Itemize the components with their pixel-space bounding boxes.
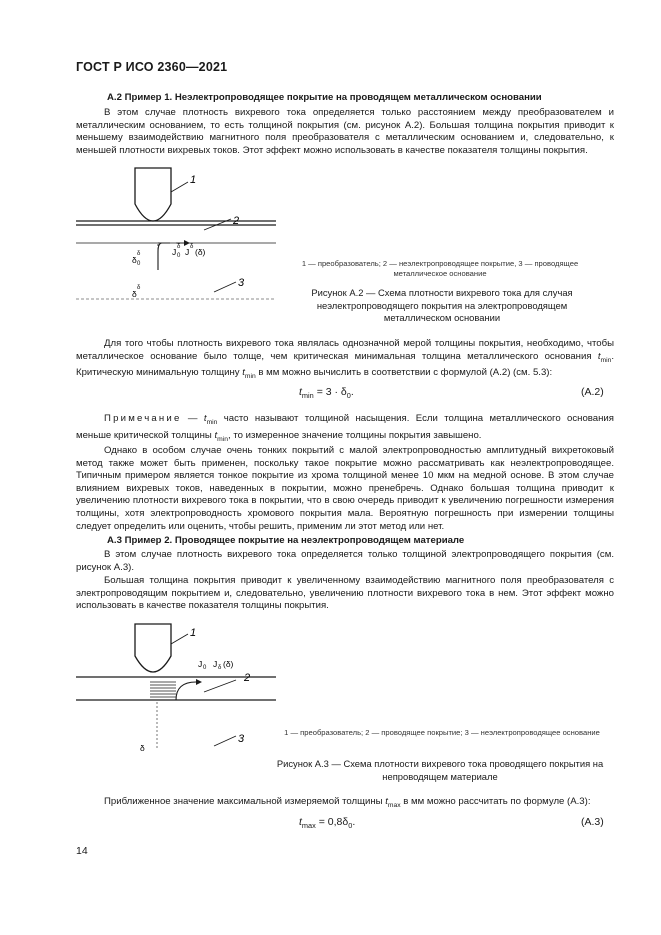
page-number: 14 [76, 845, 88, 857]
formula-a2: $t_{min} = 3 \cdot \delta_0$. [299, 386, 354, 401]
section-a3-heading: А.3 Пример 2. Проводящее покрытие на нeэлектропроводящем материале [107, 535, 465, 546]
label-delta0: δ [132, 255, 137, 265]
label-delta: δ [132, 289, 137, 299]
label-2: 2 [233, 215, 240, 227]
label-3: 3 [238, 733, 245, 745]
note: Примечание — $t_{min}$ часто называют толщиной насыщения. Если толщина металлического основания меньше критической толщины $t_{min}$, то измеренное значение толщины покрытия завышено. [76, 413, 614, 443]
label-jd-sub: δ [218, 665, 222, 671]
label-1: 1 [190, 627, 197, 639]
label-j0: J [198, 659, 203, 669]
label-j0: J [172, 247, 177, 257]
section-a3-paragraph-1: В этом случае плотность вихревого тока определяется только толщиной электропроводящего покрытия (см. рисунок А.3). [76, 549, 614, 573]
figure-a3-caption: Рисунок А.3 — Схема плотности вихревого тока проводящего покрытия на непроводящем материале [276, 758, 604, 782]
label-jd: J [213, 659, 218, 669]
label-j0-sup: δ [177, 244, 181, 250]
figure-a3-diagram [76, 620, 276, 770]
document-header: ГОСТ Р ИСО 2360—2021 [76, 60, 228, 74]
figure-a2-diagram [76, 164, 276, 320]
section-a2-heading: А.2 Пример 1. Неэлектропроводящее покрытие на проводящем металлическом основании [107, 92, 542, 103]
figure-a3-legend: 1 — преобразователь; 2 — проводящее покрытие; 3 — неэлектропроводящее основание [284, 728, 600, 737]
probe-shape [135, 624, 171, 672]
label-2: 2 [244, 672, 251, 684]
label-1: 1 [190, 174, 197, 186]
label-j0-sub: 0 [177, 253, 181, 259]
label-jd-sup: δ [190, 244, 194, 250]
section-a2-paragraph: В этом случае плотность вихревого тока определяется только расстоянием между преобразователем и металлическим основанием, то есть толщиной покрытия (см. рисунок А.2). Большая толщина покрытия приводит к меньшему взаимодействию магнитного поля преобразователя с металлическим основанием и, следовательно, к меньшей плотности вихревых токов. Этот эффект можно использовать в качестве показателя толщины покрытия. [76, 107, 614, 156]
paragraph-thin-coatings: Однако в особом случае очень тонких покрытий с малой электропроводностью амплитудный вихретоковый метод также может быть применен, поскольку такое покрытие можно рассматривать как неэлектропроводящее. Типичным примером является тонкое покрытие из хрома толщиной менее 10 мкм на медной основе. В этом случае влиянием вихревых токов, наведенных в покрытии, можно пренебречь. Однако большая толщина приводит к увеличению плотности вихревого тока в покрытии, что в свою очередь приводит к увеличению погрешности измерения толщины, хотя электропроводность хромового покрытия мала. Вероятную погрешность при измерении толщины следует определить или оценить, чтобы решить, применим ли этот метод или нет. [76, 445, 614, 532]
section-a3-paragraph-2: Большая толщина покрытия приводит к увеличенному взаимодействию магнитного поля преобразователя с электропроводящим покрытием и, следовательно, увеличению плотности вихревого тока в нем. Этот эффект можно использовать в качестве показателя толщины покрытия. [76, 575, 614, 612]
formula-a3-number: (А.3) [581, 816, 604, 828]
label-j0-sub: 0 [203, 665, 207, 671]
label-delta: δ [140, 743, 145, 753]
label-jd: J [185, 247, 190, 257]
formula-a2-number: (А.2) [581, 386, 604, 398]
label-3: 3 [238, 277, 245, 289]
label-delta-sup: δ [137, 285, 141, 291]
figure-a2-caption: Рисунок А.2 — Схема плотности вихревого тока для случая неэлектропроводящего покрытия на электропроводящем металлическом основании [311, 287, 573, 323]
formula-a3: $t_{max} = 0,8\delta_0$. [299, 816, 356, 831]
label-jd-arg: (δ) [223, 659, 234, 669]
label-jd-arg: (δ) [195, 247, 206, 257]
figure-a2-legend: 1 — преобразователь; 2 — неэлектропроводящее покрытие, 3 — проводящее металлическое основание [301, 259, 579, 278]
label-delta0-sub: 0 [137, 261, 141, 267]
label-delta0-sup: δ [137, 251, 141, 257]
paragraph-max-thickness: Приближенное значение максимальной измеряемой толщины $t_{max}$ в мм можно рассчитать по формуле (А.3): [104, 796, 591, 809]
probe-shape [135, 168, 171, 221]
paragraph-critical-thickness: Для того чтобы плотность вихревого тока являлась однозначной мерой толщины покрытия, необходимо, чтобы металлическое основание было толще, чем критическая минимальная толщина металлического основания $t_{min}$. Критическую минимальную толщину $t_{min}$ в мм можно вычислить в соответствии с формулой (А.2) (см. 5.3): [76, 338, 614, 380]
